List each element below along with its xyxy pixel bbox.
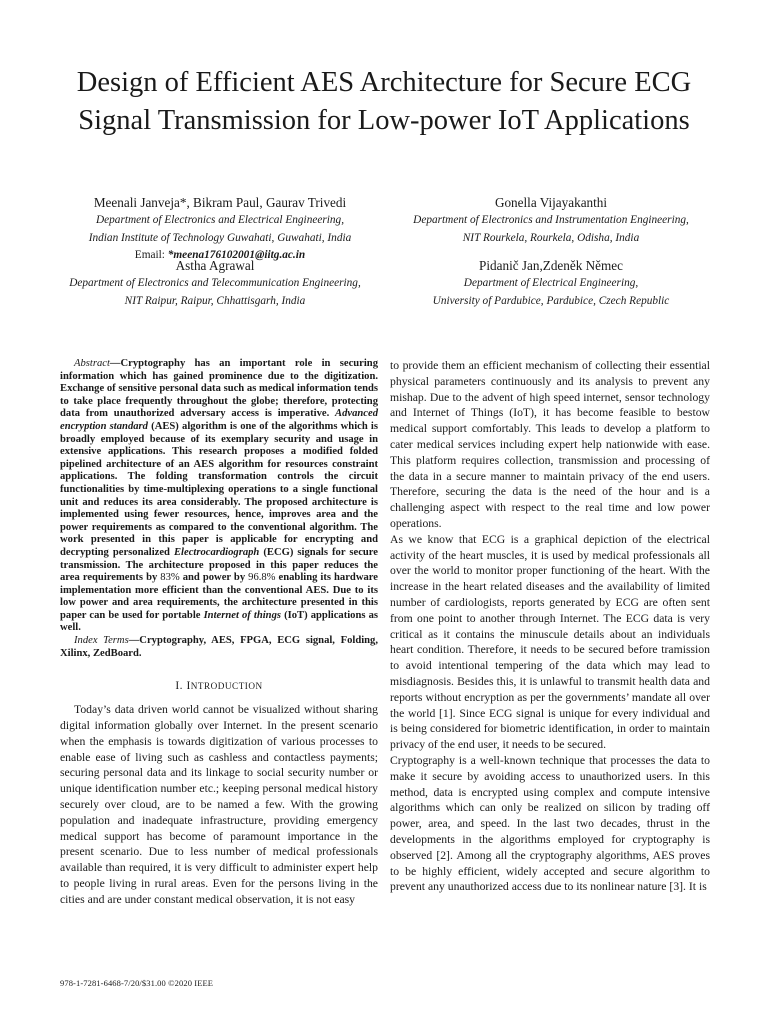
body-paragraph: Cryptography is a well-known technique that processes the data to make it secure by avoiding access to unauthorized users. In this method, data is encrypted using complex and compute intensive algorithms which can only be realized on silicon by trading off power, area, and speed. In the last two decades, thrust in the developments in the algorithms employed for cryptography is observed [2]. Among all the cryptography algorithms, AES proves to be highly efficient, widely accepted and secure algorithm to prevent any unauthorized access due to its nonlinear nature [3]. It is: [390, 753, 710, 894]
affiliation-line: Department of Electrical Engineering,: [463, 277, 639, 289]
intro-paragraph: Today’s data driven world cannot be visualized without sharing digital information globally over Internet. In the present scenario when the emphasis is towards digitization of various processes to enable ease of living such as cashless and contactless payments; securing personal data and its linkage to social security number or unique identification number etc.; keeping personal medical history securely over cloud, are to be named a few. With the growing population and inadequate infrastructure, providing emergency medical support has become of paramount importance in the present scenario. Due to less number of medical professionals available than required, it is very difficult to administer expert help to people living in rural areas. Even for the persons living in the cities and are under constant medical observation, it is not easy: [60, 703, 378, 906]
affiliation-line: University of Pardubice, Pardubice, Czech Republic: [432, 294, 670, 307]
left-column: [60, 358, 378, 908]
area-reduction-value: 83%: [160, 572, 180, 584]
abstract-text: —Cryptography has an important role in securing information which has gained prominence due to the digitization. Exchange of sensitive personal data such as medical information tends to take place frequently throughout the globe; therefore, protecting data from unauthorized adversary access is imperative.: [60, 358, 378, 420]
email-label: Email:: [134, 249, 168, 261]
abstract-term: Electrocardiograph: [173, 546, 260, 558]
index-terms: [60, 635, 378, 660]
section-heading-introduction: [60, 680, 378, 692]
right-column: [390, 358, 710, 895]
affiliation-line: Department of Electronics and Instrumentation Engineering,: [413, 214, 689, 226]
abstract-text: (AES) algorithm is one of the algorithms which is broadly employed because of its exemplary security and usage in extensive applications. This research proposes a modified folded pipelined architecture of an AES algorithm for resources constraint applications. The folding transformation controls the circuit functionalities by time-multiplexing operations to a single functional unit and reduces its area considerably. The proposed architecture is implemented using fewer resources, hence, improves area and the power requirements as compared to the conventional algorithm. The work presented in this paper is applicable for encrypting and decrypting personalized: [60, 420, 378, 558]
abstract-text: (ECG) signals for secure transmission. The architecture proposed in this paper reduces the area requirements by: [60, 546, 378, 584]
abstract-term: Internet of things: [203, 609, 281, 621]
section-title-rest: NTRODUCTION: [190, 681, 263, 692]
abstract-text: enabling its hardware implementation more efficient than the conventional AES. Due to its low power and area requirements, the architecture presented in this paper can be used for portable: [60, 572, 378, 621]
paper-title: Design of Efficient AES Architecture for Secure ECG Signal Transmission for Low-power IoT Applications: [76, 67, 692, 136]
index-terms-text: —Cryptography, AES, FPGA, ECG signal, Folding, Xilinx, ZedBoard.: [60, 635, 378, 659]
affiliation-line: Department of Electronics and Telecommunication Engineering,: [69, 277, 361, 289]
body-paragraph: As we know that ECG is a graphical depiction of the electrical activity of the heart muscles, it is used by medical professionals all over the world to monitor proper functioning of the heart. With the increase in the heart related diseases and the availability of limited number of cardiologists, reports generated by ECG are often sent from one point to another through Internet. The ECG data is very critical as it contains the minuscule details about an individuals heart condition. Therefore, it needs to be secured before tramission to avoid intentional tempering of the data which may lead to misdiagnosis. Besides this, it is unlawful to transmit health data and reports without encryption as per the governments’ mandate all over the world [1]. Since ECG signal is unique for every individual and is being considered for biometric identification, in order to maintain privacy of the end user, it needs to be secured.: [390, 532, 710, 752]
author-block-3: [50, 256, 380, 310]
affiliation-line: NIT Rourkela, Rourkela, Odisha, India: [462, 231, 640, 244]
author-names: Pidanič Jan,Zdeněk Němec: [479, 258, 623, 273]
author-block-1: [70, 193, 370, 265]
section-title-initial: I: [186, 680, 191, 693]
affiliation-line: Indian Institute of Technology Guwahati, Guwahati, India: [88, 231, 352, 244]
author-block-2: [392, 193, 710, 247]
abstract-text: (IoT) applications as well.: [60, 609, 379, 634]
abstract: [60, 358, 378, 635]
copyright-footer: 978-1-7281-6468-7/20/$31.00 ©2020 IEEE: [60, 978, 214, 988]
author-names: Astha Agrawal: [175, 258, 255, 273]
affiliation-line: Department of Electronics and Electrical Engineering,: [95, 214, 345, 226]
affiliation-line: NIT Raipur, Raipur, Chhattisgarh, India: [124, 294, 306, 307]
email-address[interactable]: *meena176102001@iitg.ac.in: [167, 249, 306, 261]
author-block-4: [392, 256, 710, 310]
abstract-label: Abstract: [74, 358, 110, 369]
index-terms-label: Index Terms: [74, 635, 129, 647]
section-number: I.: [175, 680, 187, 693]
author-names: Meenali Janveja*, Bikram Paul, Gaurav Trivedi: [93, 195, 347, 210]
author-names: Gonella Vijayakanthi: [494, 195, 608, 210]
abstract-text: and power by: [179, 572, 249, 584]
power-reduction-value: 96.8%: [248, 572, 276, 584]
abstract-term: Advanced encryption standard: [60, 408, 378, 432]
body-paragraph: to provide them an efficient mechanism of collecting their essential physical parameters continuously and its analysis to prevent any mishap. Due to the advent of high speed internet, sensor technology and Internet of Things (IoT), it has become feasible to bestow medical support comfortably. This leads to develop a platform to cater medical services including expert help nationwide with ease. This platform requires collection, transmission and processing of the data in a secure manner to maintain privacy of the end users. Therefore, securing the data is the need of the hour and is a challenging aspect with respect to the real time and low power operations.: [390, 359, 710, 530]
